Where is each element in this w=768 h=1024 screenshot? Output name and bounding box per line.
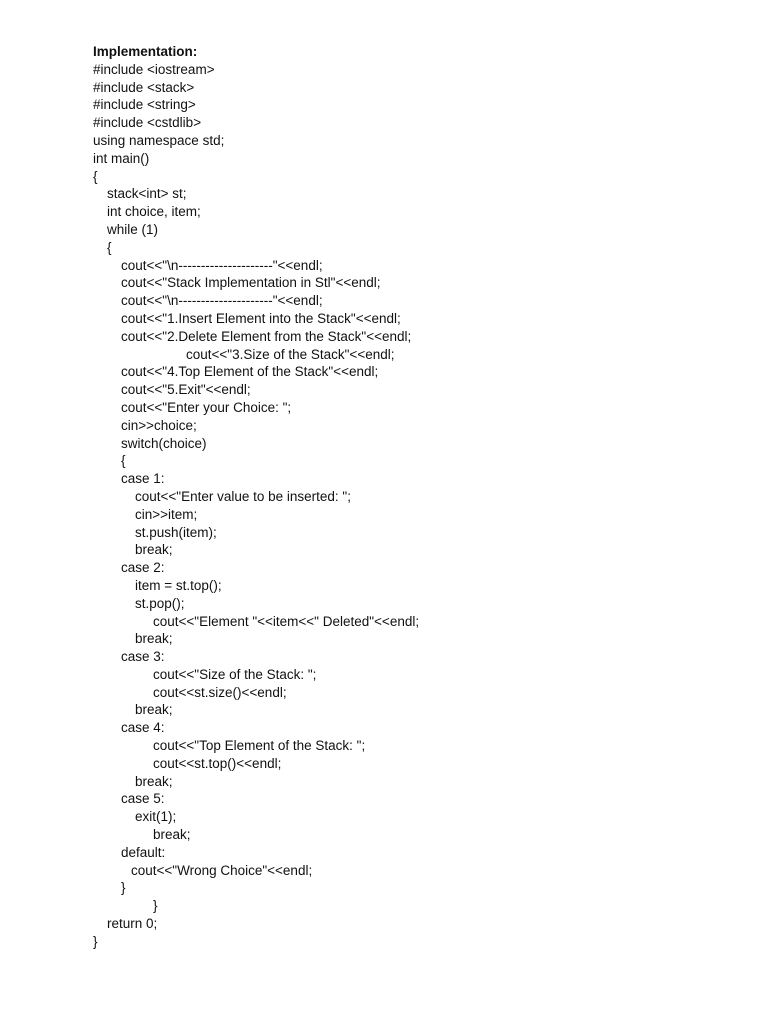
code-line: exit(1); bbox=[135, 809, 177, 825]
code-line: #include <iostream> bbox=[93, 61, 215, 77]
code-line: break; bbox=[135, 773, 173, 789]
code-line: cout<<"Enter your Choice: "; bbox=[121, 399, 292, 415]
code-line: case 1: bbox=[121, 471, 165, 487]
code-line: { bbox=[93, 168, 98, 184]
code-line: { bbox=[121, 453, 126, 469]
code-line: cout<<st.top()<<endl; bbox=[153, 755, 282, 771]
code-line: #include <cstdlib> bbox=[93, 115, 202, 131]
code-line: stack<int> st; bbox=[107, 186, 187, 202]
code-line: break; bbox=[135, 702, 173, 718]
code-line: #include <stack> bbox=[93, 79, 195, 95]
code-line: cout<<"5.Exit"<<endl; bbox=[121, 382, 251, 398]
code-line: cout<<"\n---------------------"<<endl; bbox=[121, 257, 323, 273]
code-line: st.push(item); bbox=[135, 524, 217, 540]
code-line: case 5: bbox=[121, 791, 165, 807]
code-line: cout<<"Size of the Stack: "; bbox=[153, 666, 317, 682]
code-line: cout<<"3.Size of the Stack"<<endl; bbox=[186, 346, 395, 362]
code-line: st.pop(); bbox=[135, 595, 185, 611]
code-line: cout<<st.size()<<endl; bbox=[153, 684, 287, 700]
code-line: } bbox=[121, 880, 126, 896]
code-line: cout<<"\n---------------------"<<endl; bbox=[121, 293, 323, 309]
code-line: cin>>item; bbox=[135, 506, 198, 522]
code-line: cin>>choice; bbox=[121, 417, 197, 433]
code-line: cout<<"Top Element of the Stack: "; bbox=[153, 738, 366, 754]
code-line: cout<<"Element "<<item<<" Deleted"<<endl; bbox=[153, 613, 420, 629]
code-line: while (1) bbox=[107, 221, 159, 237]
code-line: switch(choice) bbox=[121, 435, 207, 451]
code-line: break; bbox=[135, 631, 173, 647]
section-heading: Implementation: bbox=[93, 44, 198, 59]
code-line: return 0; bbox=[107, 916, 158, 932]
code-line: } bbox=[153, 898, 158, 914]
code-line: break; bbox=[153, 827, 191, 843]
code-line: cout<<"Wrong Choice"<<endl; bbox=[131, 862, 313, 878]
code-line: cout<<"Stack Implementation in Stl"<<endl; bbox=[121, 275, 381, 291]
code-line: cout<<"1.Insert Element into the Stack"<<endl; bbox=[121, 310, 401, 326]
code-line: cout<<"Enter value to be inserted: "; bbox=[135, 488, 351, 504]
code-line: item = st.top(); bbox=[135, 577, 222, 593]
code-line: int main() bbox=[93, 150, 150, 166]
code-line: #include <string> bbox=[93, 97, 196, 113]
code-line: cout<<"4.Top Element of the Stack"<<endl; bbox=[121, 364, 379, 380]
code-line: cout<<"2.Delete Element from the Stack"<<endl; bbox=[121, 328, 412, 344]
code-line: default: bbox=[121, 844, 166, 860]
code-line: using namespace std; bbox=[93, 132, 225, 148]
code-line: } bbox=[93, 933, 98, 949]
code-line: case 3: bbox=[121, 649, 165, 665]
code-line: case 2: bbox=[121, 560, 165, 576]
code-line: break; bbox=[135, 542, 173, 558]
code-line: { bbox=[107, 239, 112, 255]
code-listing bbox=[93, 43, 419, 951]
code-line: case 4: bbox=[121, 720, 165, 736]
code-line: int choice, item; bbox=[107, 204, 201, 220]
